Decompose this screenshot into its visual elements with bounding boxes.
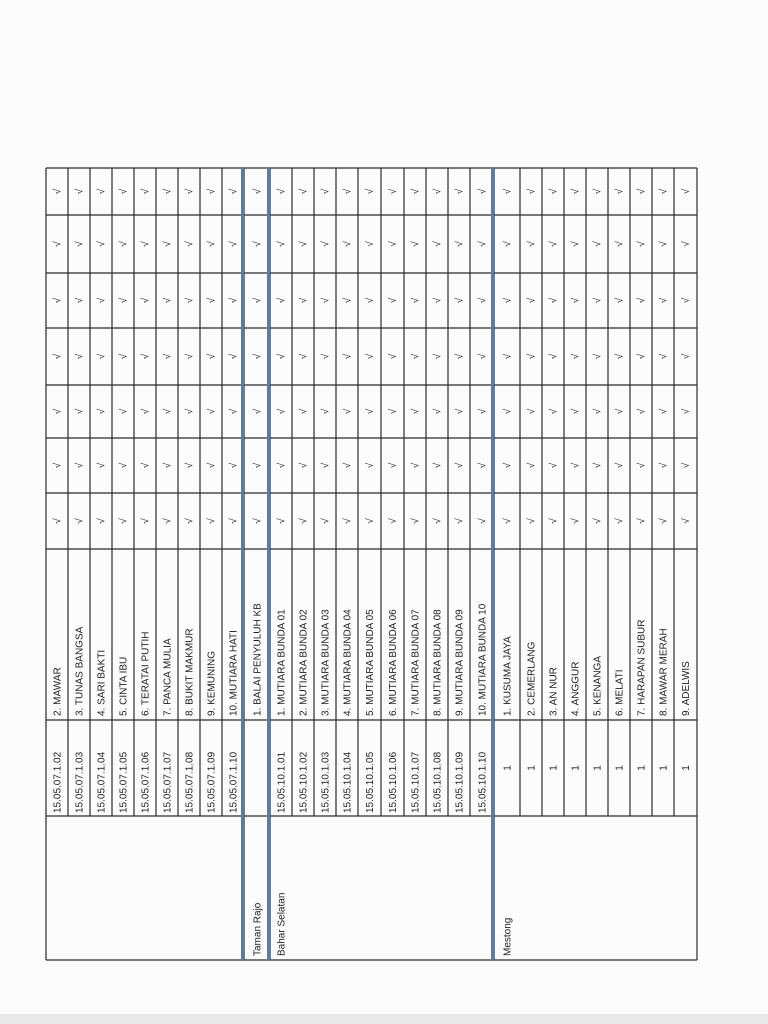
wilayah-cell: Taman Rajo <box>252 902 264 956</box>
check-mark: √ <box>252 188 264 195</box>
check-mark: √ <box>681 408 692 415</box>
nama-cell: 7. HARAPAN SUBUR <box>636 619 648 716</box>
check-mark: √ <box>526 353 538 360</box>
kode-cell: 15.05.10.1.03 <box>320 751 332 813</box>
check-mark: √ <box>681 297 692 304</box>
kode-cell: 1 <box>526 765 538 771</box>
check-mark: √ <box>636 353 648 360</box>
check-mark: √ <box>342 408 354 415</box>
table-row <box>206 188 218 813</box>
check-mark: √ <box>548 408 560 415</box>
check-mark: √ <box>52 241 64 247</box>
check-mark: √ <box>118 462 130 469</box>
nama-cell: 7. PANCA MULIA <box>162 638 174 716</box>
check-mark: √ <box>206 462 218 469</box>
check-mark: √ <box>52 408 64 415</box>
check-mark: √ <box>184 462 196 469</box>
wilayah-cell: Bahar Selatan <box>276 892 288 956</box>
check-mark: √ <box>592 188 604 195</box>
check-mark: √ <box>96 353 108 360</box>
check-mark: √ <box>477 297 489 304</box>
check-mark: √ <box>252 408 264 415</box>
nama-cell: 5. CINTA IBU <box>118 656 130 716</box>
table-row <box>320 188 332 813</box>
check-mark: √ <box>432 188 444 195</box>
check-mark: √ <box>477 408 489 415</box>
check-mark: √ <box>477 518 489 524</box>
check-mark: √ <box>184 353 196 360</box>
check-mark: √ <box>681 462 692 469</box>
table-row <box>410 188 422 813</box>
check-mark: √ <box>74 518 86 524</box>
check-mark: √ <box>206 518 218 524</box>
check-mark: √ <box>454 408 466 415</box>
check-mark: √ <box>410 408 422 415</box>
check-mark: √ <box>410 462 422 469</box>
check-mark: √ <box>410 188 422 195</box>
nama-cell: 4. ANGGUR <box>570 661 582 716</box>
check-mark: √ <box>140 188 152 195</box>
kode-cell: 15.05.07.1.07 <box>162 751 174 813</box>
check-mark: √ <box>96 518 108 524</box>
check-mark: √ <box>614 297 626 304</box>
kode-cell: 15.05.10.1.05 <box>365 751 376 813</box>
check-mark: √ <box>206 408 218 415</box>
check-mark: √ <box>614 188 626 195</box>
check-mark: √ <box>184 408 196 415</box>
nama-cell: 8. BUKIT MAKMUR <box>184 628 196 716</box>
check-mark: √ <box>320 353 332 360</box>
kode-cell: 15.05.10.1.01 <box>276 751 288 813</box>
check-mark: √ <box>636 241 648 247</box>
check-mark: √ <box>140 518 152 524</box>
check-mark: √ <box>298 241 310 247</box>
check-mark: √ <box>184 241 196 247</box>
check-mark: √ <box>570 518 582 524</box>
check-mark: √ <box>206 188 218 195</box>
table-row <box>298 188 310 813</box>
check-mark: √ <box>228 462 240 469</box>
check-mark: √ <box>298 188 310 195</box>
check-mark: √ <box>388 462 399 469</box>
check-mark: √ <box>342 241 354 247</box>
table-row <box>342 188 354 813</box>
check-mark: √ <box>228 408 240 415</box>
check-mark: √ <box>681 188 692 195</box>
check-mark: √ <box>502 462 514 469</box>
check-mark: √ <box>118 518 130 524</box>
check-mark: √ <box>477 462 489 469</box>
check-mark: √ <box>432 241 444 247</box>
kode-cell: 1 <box>592 765 604 771</box>
check-mark: √ <box>162 188 174 195</box>
nama-cell: 8. MUTIARA BUNDA 08 <box>432 609 444 716</box>
check-mark: √ <box>526 518 538 524</box>
table-row <box>592 188 604 771</box>
check-mark: √ <box>502 297 514 304</box>
check-mark: √ <box>636 408 648 415</box>
kode-cell: 15.05.07.1.10 <box>228 751 240 813</box>
check-mark: √ <box>118 353 130 360</box>
table-row <box>364 188 376 813</box>
check-mark: √ <box>658 518 670 524</box>
kode-cell: 1 <box>502 765 514 771</box>
check-mark: √ <box>548 518 560 524</box>
check-mark: √ <box>118 408 130 415</box>
check-mark: √ <box>74 462 86 469</box>
check-mark: √ <box>570 462 582 469</box>
check-mark: √ <box>298 518 310 524</box>
check-mark: √ <box>365 353 376 360</box>
check-mark: √ <box>52 297 64 304</box>
check-mark: √ <box>636 462 648 469</box>
table-row <box>228 188 240 813</box>
table-row <box>162 188 174 813</box>
check-mark: √ <box>184 518 196 524</box>
check-mark: √ <box>502 241 514 247</box>
table-row <box>96 188 108 813</box>
check-mark: √ <box>570 297 582 304</box>
table-row <box>52 188 64 813</box>
check-mark: √ <box>432 408 444 415</box>
check-mark: √ <box>477 353 489 360</box>
table-row <box>387 188 399 813</box>
check-mark: √ <box>320 408 332 415</box>
nama-cell: 2. CEMERLANG <box>526 641 538 716</box>
check-mark: √ <box>592 518 604 524</box>
check-mark: √ <box>477 241 489 247</box>
check-mark: √ <box>228 518 240 524</box>
check-mark: √ <box>365 408 376 415</box>
check-mark: √ <box>410 297 422 304</box>
check-mark: √ <box>206 297 218 304</box>
check-mark: √ <box>162 408 174 415</box>
check-mark: √ <box>162 353 174 360</box>
check-mark: √ <box>658 241 670 247</box>
check-mark: √ <box>658 462 670 469</box>
check-mark: √ <box>52 518 64 524</box>
kode-cell: 15.05.10.1.04 <box>342 751 354 813</box>
check-mark: √ <box>454 297 466 304</box>
check-mark: √ <box>52 188 64 195</box>
check-mark: √ <box>454 353 466 360</box>
check-mark: √ <box>388 518 399 524</box>
check-mark: √ <box>118 188 130 195</box>
check-mark: √ <box>454 518 466 524</box>
check-mark: √ <box>162 297 174 304</box>
check-mark: √ <box>320 518 332 524</box>
table-row <box>614 188 626 771</box>
check-mark: √ <box>432 297 444 304</box>
check-mark: √ <box>410 353 422 360</box>
check-mark: √ <box>388 297 399 304</box>
check-mark: √ <box>320 241 332 247</box>
check-mark: √ <box>52 462 64 469</box>
table-row <box>118 188 130 813</box>
check-mark: √ <box>636 188 648 195</box>
check-mark: √ <box>526 462 538 469</box>
nama-cell: 1. MUTIARA BUNDA 01 <box>276 609 288 716</box>
table-row <box>477 188 489 813</box>
nama-cell: 2. MAWAR <box>52 667 64 716</box>
check-mark: √ <box>658 353 670 360</box>
nama-cell: 3. AN NUR <box>548 667 560 716</box>
check-mark: √ <box>592 462 604 469</box>
check-mark: √ <box>184 297 196 304</box>
kode-cell: 15.05.10.1.08 <box>432 751 444 813</box>
check-mark: √ <box>96 241 108 247</box>
nama-cell: 4. MUTIARA BUNDA 04 <box>342 609 354 716</box>
check-mark: √ <box>140 408 152 415</box>
check-mark: √ <box>477 188 489 195</box>
check-mark: √ <box>502 188 514 195</box>
nama-cell: 4. SARI BAKTI <box>96 649 108 716</box>
check-mark: √ <box>228 297 240 304</box>
check-mark: √ <box>252 353 264 360</box>
check-mark: √ <box>74 297 86 304</box>
table-row <box>276 188 288 956</box>
nama-cell: 6. TERATAI PUTIH <box>140 631 152 716</box>
kode-cell: 1 <box>681 765 692 771</box>
wilayah-cell: Mestong <box>502 917 514 956</box>
check-mark: √ <box>140 462 152 469</box>
check-mark: √ <box>298 297 310 304</box>
check-mark: √ <box>614 518 626 524</box>
check-mark: √ <box>658 297 670 304</box>
check-mark: √ <box>548 297 560 304</box>
check-mark: √ <box>276 462 288 469</box>
kode-cell: 15.05.07.1.05 <box>118 751 130 813</box>
check-mark: √ <box>252 297 264 304</box>
kode-cell: 15.05.07.1.04 <box>96 751 108 813</box>
nama-cell: 3. MUTIARA BUNDA 03 <box>320 609 332 716</box>
nama-cell: 8. MAWAR MERAH <box>658 628 670 716</box>
check-mark: √ <box>320 297 332 304</box>
check-mark: √ <box>276 408 288 415</box>
table-row <box>502 188 514 956</box>
nama-cell: 6. MELATI <box>614 669 626 716</box>
kode-cell: 15.05.10.1.06 <box>388 751 399 813</box>
check-mark: √ <box>320 462 332 469</box>
check-mark: √ <box>410 518 422 524</box>
check-mark: √ <box>681 518 692 524</box>
check-mark: √ <box>526 297 538 304</box>
check-mark: √ <box>162 518 174 524</box>
check-mark: √ <box>276 518 288 524</box>
check-mark: √ <box>548 353 560 360</box>
check-mark: √ <box>74 241 86 247</box>
kode-cell: 15.05.07.1.09 <box>206 751 218 813</box>
check-mark: √ <box>592 297 604 304</box>
kode-cell: 15.05.10.1.09 <box>454 751 466 813</box>
nama-cell: 9. KEMUNING <box>206 650 218 716</box>
kode-cell: 15.05.10.1.07 <box>410 751 422 813</box>
check-mark: √ <box>658 408 670 415</box>
nama-cell: 9. ADELWIS <box>681 661 692 716</box>
check-mark: √ <box>614 462 626 469</box>
check-mark: √ <box>184 188 196 195</box>
check-mark: √ <box>502 353 514 360</box>
check-mark: √ <box>502 408 514 415</box>
check-mark: √ <box>276 241 288 247</box>
check-mark: √ <box>432 353 444 360</box>
check-mark: √ <box>252 462 264 469</box>
nama-cell: 5. KENANGA <box>592 655 604 716</box>
check-mark: √ <box>96 462 108 469</box>
check-mark: √ <box>570 408 582 415</box>
table-row <box>570 188 582 771</box>
check-mark: √ <box>228 188 240 195</box>
table-row <box>658 188 670 771</box>
check-mark: √ <box>162 241 174 247</box>
table-row <box>184 188 196 813</box>
check-mark: √ <box>276 353 288 360</box>
nama-cell: 7. MUTIARA BUNDA 07 <box>410 609 422 716</box>
check-mark: √ <box>365 188 376 195</box>
check-mark: √ <box>388 188 399 195</box>
kode-cell: 15.05.07.1.03 <box>74 751 86 813</box>
check-mark: √ <box>320 188 332 195</box>
kode-cell: 1 <box>658 765 670 771</box>
check-mark: √ <box>74 408 86 415</box>
check-mark: √ <box>140 353 152 360</box>
nama-cell: 5. MUTIARA BUNDA 05 <box>365 609 376 716</box>
check-mark: √ <box>365 297 376 304</box>
check-mark: √ <box>342 188 354 195</box>
nama-cell: 9. MUTIARA BUNDA 09 <box>454 609 466 716</box>
check-mark: √ <box>454 241 466 247</box>
check-mark: √ <box>570 241 582 247</box>
check-mark: √ <box>636 518 648 524</box>
nama-cell: 10. MUTIARA HATI <box>228 630 240 716</box>
check-mark: √ <box>140 241 152 247</box>
check-mark: √ <box>96 408 108 415</box>
table-row <box>454 188 466 813</box>
nama-cell: 1. BALAI PENYULUH KB <box>252 603 264 716</box>
table-grid <box>46 168 697 960</box>
check-mark: √ <box>342 462 354 469</box>
table-row <box>252 188 264 956</box>
check-mark: √ <box>548 462 560 469</box>
nama-cell: 10. MUTIARA BUNDA 10 <box>477 603 489 716</box>
check-mark: √ <box>410 241 422 247</box>
check-mark: √ <box>592 408 604 415</box>
check-mark: √ <box>228 241 240 247</box>
check-mark: √ <box>388 241 399 247</box>
nama-cell: 1. KUSUMA JAYA <box>502 636 514 716</box>
check-mark: √ <box>252 241 264 247</box>
check-mark: √ <box>388 353 399 360</box>
check-mark: √ <box>570 353 582 360</box>
check-mark: √ <box>118 297 130 304</box>
check-mark: √ <box>342 518 354 524</box>
check-mark: √ <box>681 241 692 247</box>
check-mark: √ <box>526 408 538 415</box>
kode-cell: 1 <box>614 765 626 771</box>
kode-cell: 1 <box>636 765 648 771</box>
check-mark: √ <box>206 241 218 247</box>
table-row <box>680 188 692 771</box>
kode-cell: 15.05.07.1.08 <box>184 751 196 813</box>
check-mark: √ <box>96 297 108 304</box>
check-mark: √ <box>140 297 152 304</box>
check-mark: √ <box>454 188 466 195</box>
check-mark: √ <box>658 188 670 195</box>
check-mark: √ <box>365 241 376 247</box>
check-mark: √ <box>365 518 376 524</box>
check-mark: √ <box>614 408 626 415</box>
table-row <box>432 188 444 813</box>
check-mark: √ <box>365 462 376 469</box>
check-mark: √ <box>342 353 354 360</box>
check-mark: √ <box>614 353 626 360</box>
kode-cell: 15.05.10.1.10 <box>477 751 489 813</box>
check-mark: √ <box>454 462 466 469</box>
check-mark: √ <box>298 462 310 469</box>
check-mark: √ <box>548 188 560 195</box>
check-mark: √ <box>252 518 264 524</box>
check-mark: √ <box>276 188 288 195</box>
check-mark: √ <box>96 188 108 195</box>
check-mark: √ <box>276 297 288 304</box>
check-mark: √ <box>502 518 514 524</box>
check-mark: √ <box>526 188 538 195</box>
check-mark: √ <box>118 241 130 247</box>
table-row <box>74 188 86 813</box>
check-mark: √ <box>570 188 582 195</box>
kode-cell: 15.05.10.1.02 <box>298 751 310 813</box>
check-mark: √ <box>298 408 310 415</box>
kode-cell: 15.05.07.1.02 <box>52 751 64 813</box>
check-mark: √ <box>592 353 604 360</box>
check-mark: √ <box>228 353 240 360</box>
table-row <box>548 188 560 771</box>
check-mark: √ <box>432 518 444 524</box>
check-mark: √ <box>592 241 604 247</box>
check-mark: √ <box>526 241 538 247</box>
kode-cell: 1 <box>548 765 560 771</box>
check-mark: √ <box>162 462 174 469</box>
page-bottom-edge <box>0 1014 768 1024</box>
check-mark: √ <box>636 297 648 304</box>
check-mark: √ <box>548 241 560 247</box>
table-row <box>140 188 152 813</box>
kode-cell: 1 <box>570 765 582 771</box>
check-mark: √ <box>74 353 86 360</box>
table-row <box>526 188 538 771</box>
check-mark: √ <box>342 297 354 304</box>
check-mark: √ <box>614 241 626 247</box>
check-mark: √ <box>432 462 444 469</box>
check-mark: √ <box>206 353 218 360</box>
check-mark: √ <box>681 353 692 360</box>
check-mark: √ <box>74 188 86 195</box>
check-mark: √ <box>298 353 310 360</box>
nama-cell: 2. MUTIARA BUNDA 02 <box>298 609 310 716</box>
table-row <box>636 188 648 771</box>
nama-cell: 3. TUNAS BANGSA <box>74 626 86 716</box>
check-mark: √ <box>52 353 64 360</box>
nama-cell: 6. MUTIARA BUNDA 06 <box>388 609 399 716</box>
check-mark: √ <box>388 408 399 415</box>
kode-cell: 15.05.07.1.06 <box>140 751 152 813</box>
